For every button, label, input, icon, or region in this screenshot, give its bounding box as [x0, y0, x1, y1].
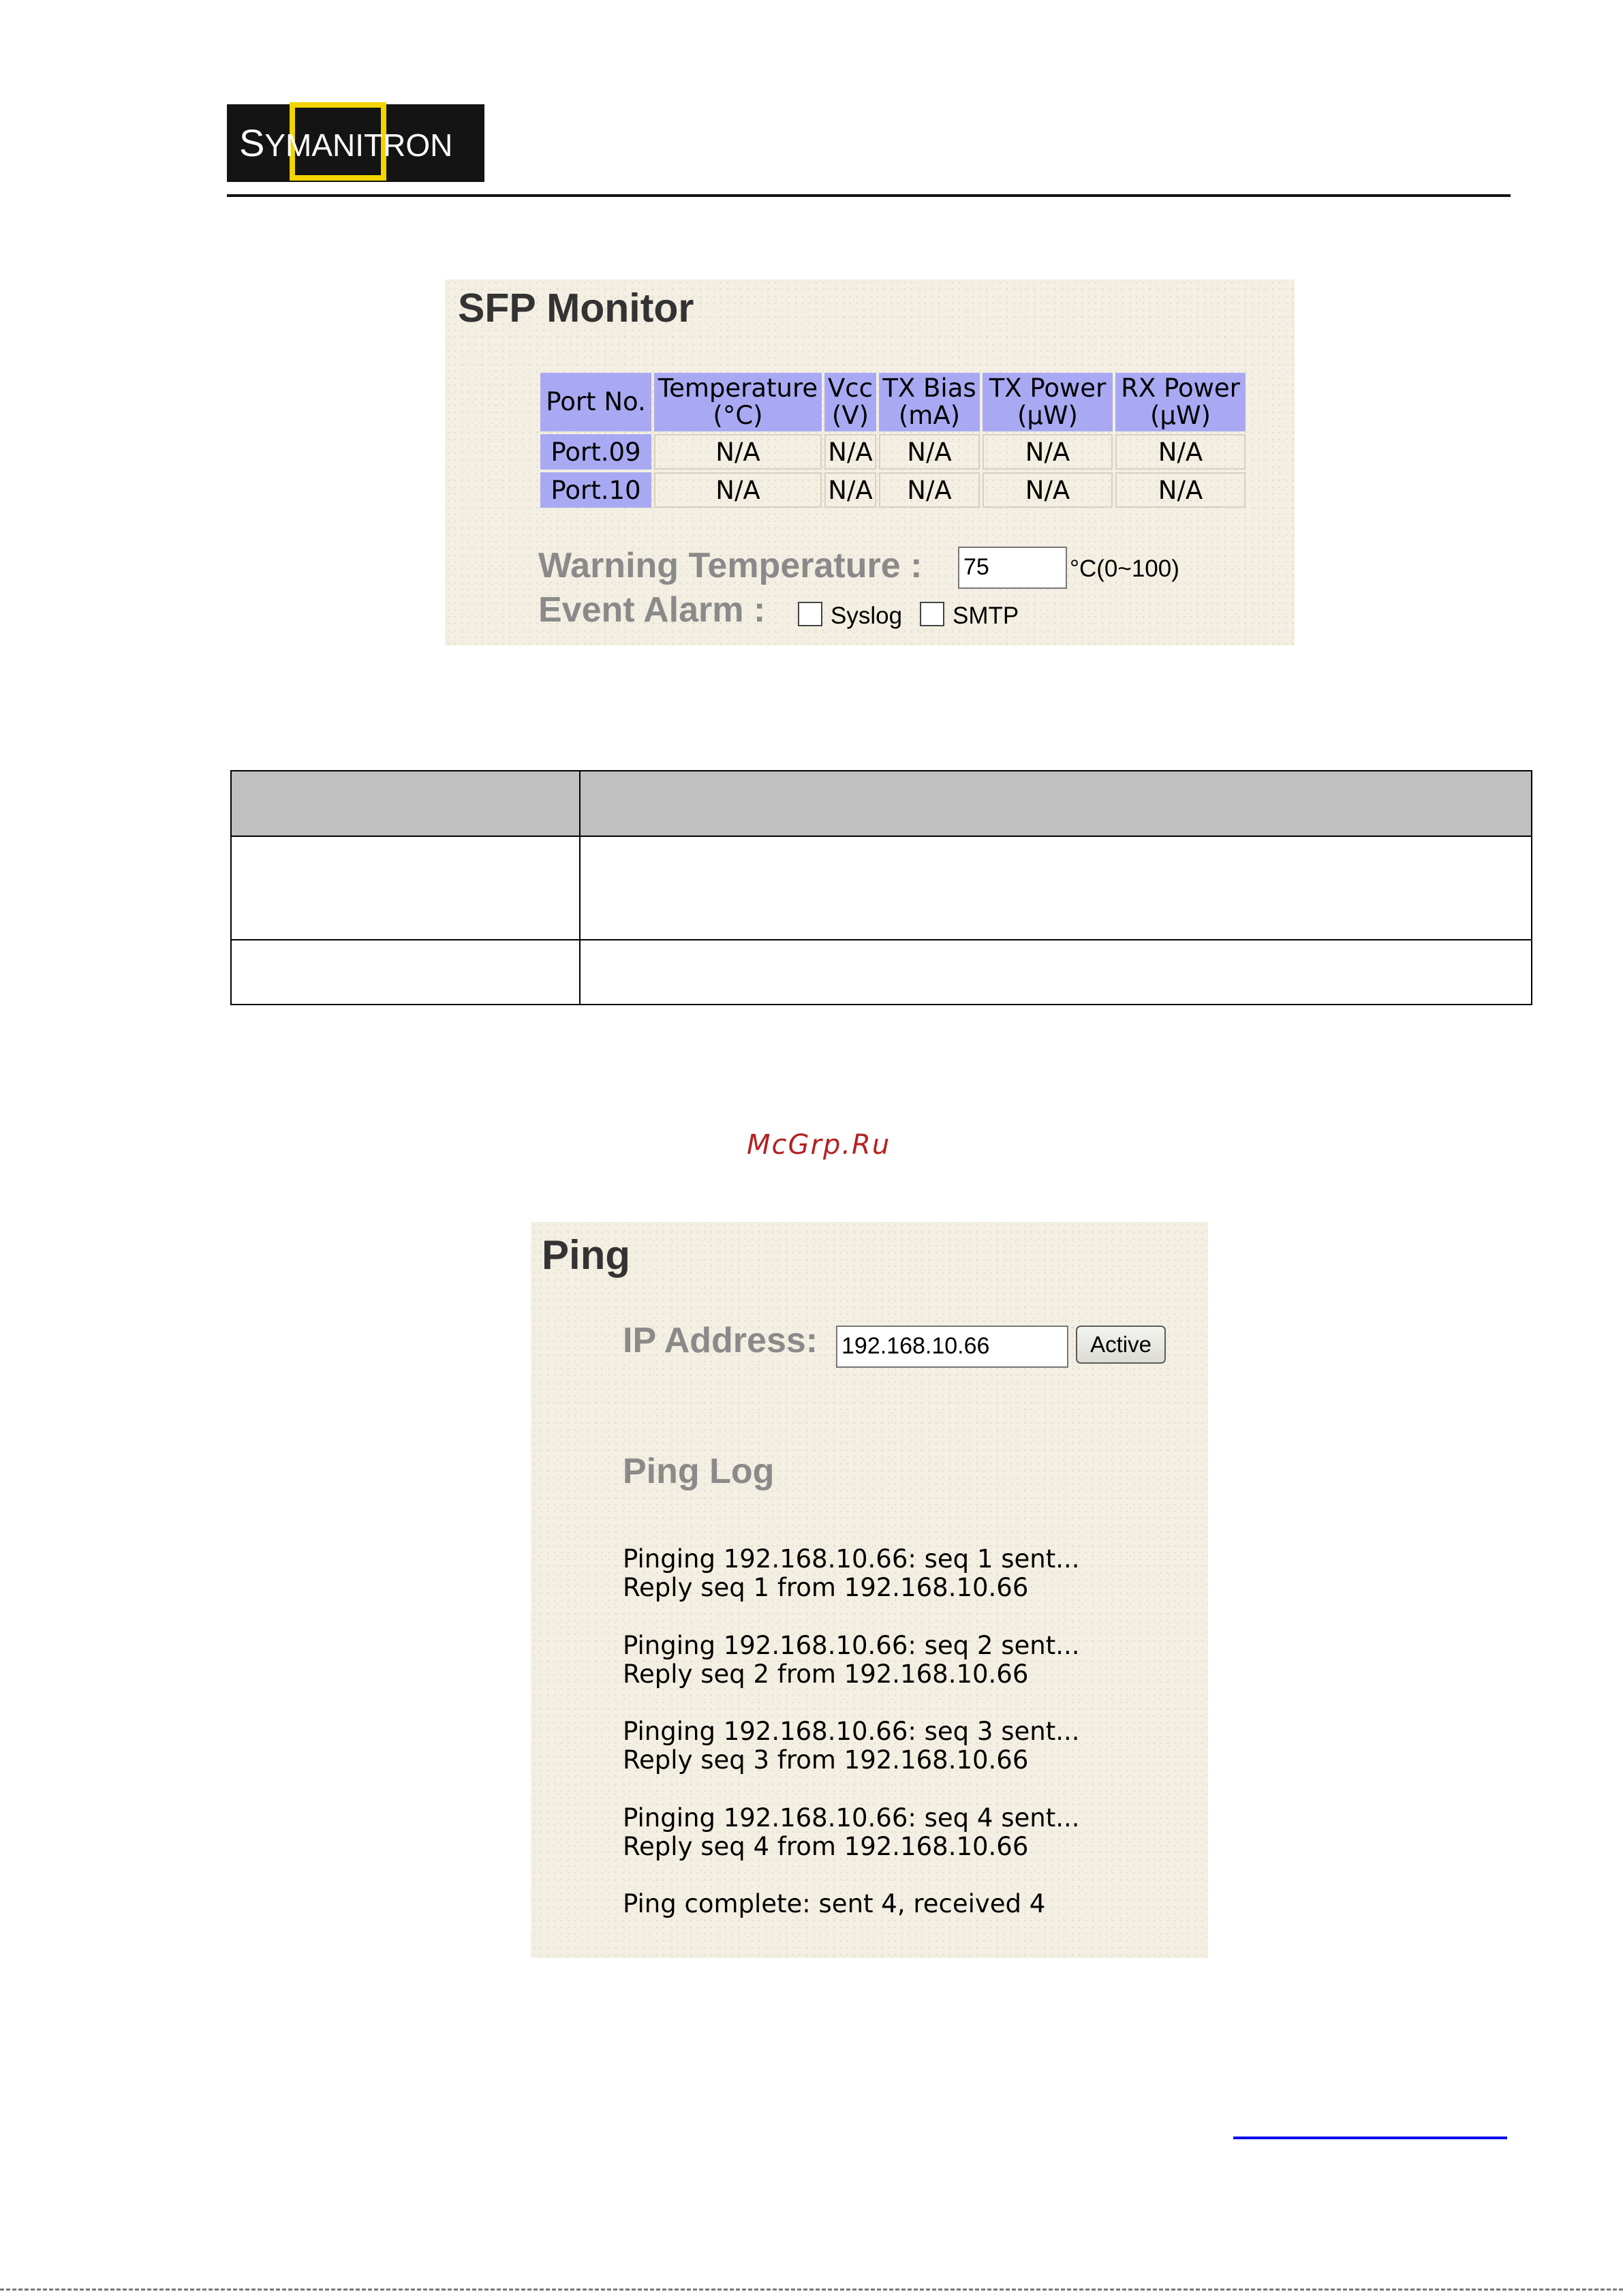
tx-power-cell: N/A — [983, 472, 1113, 508]
ping-log-title: Ping Log — [623, 1452, 775, 1491]
port-cell: Port.10 — [540, 472, 651, 508]
footer-rule — [0, 2289, 1623, 2291]
sfp-monitor-panel — [445, 279, 1295, 645]
table-row — [232, 940, 1531, 1005]
warning-temperature-unit: °C(0~100) — [1070, 555, 1179, 582]
sfp-table-header — [540, 373, 1246, 431]
vcc-cell: N/A — [824, 434, 876, 470]
sfp-monitor-title: SFP Monitor — [458, 286, 694, 331]
log-line: Pinging 192.168.10.66: seq 1 sent... — [623, 1544, 1080, 1574]
tx-bias-cell: N/A — [879, 472, 980, 508]
ping-title: Ping — [542, 1232, 630, 1278]
col-port-no: Port No. — [540, 373, 651, 431]
table-row — [232, 837, 1531, 940]
description-table-header — [232, 771, 1531, 837]
column-divider — [579, 771, 581, 1004]
watermark-text: McGrp.Ru — [747, 1129, 891, 1161]
col-temperature: Temperature (°C) — [654, 373, 822, 431]
log-line: Reply seq 3 from 192.168.10.66 — [623, 1745, 1029, 1775]
log-line: Pinging 192.168.10.66: seq 2 sent... — [623, 1631, 1080, 1660]
temperature-cell: N/A — [654, 472, 822, 508]
vcc-cell: N/A — [824, 472, 876, 508]
sfp-table — [538, 370, 1248, 510]
description-table — [230, 770, 1532, 1005]
col-tx-power: TX Power (µW) — [983, 373, 1113, 431]
syslog-checkbox[interactable] — [798, 602, 822, 626]
temperature-cell: N/A — [654, 434, 822, 470]
active-button[interactable]: Active — [1076, 1326, 1166, 1364]
log-line: Pinging 192.168.10.66: seq 4 sent... — [623, 1803, 1080, 1833]
log-line: Pinging 192.168.10.66: seq 3 sent... — [623, 1717, 1080, 1746]
symanitron-logo — [227, 104, 484, 182]
col-vcc: Vcc (V) — [824, 373, 876, 431]
warning-temperature-label: Warning Temperature : — [538, 546, 923, 585]
event-alarm-label: Event Alarm : — [538, 590, 766, 630]
ip-address-input[interactable]: 192.168.10.66 — [836, 1326, 1068, 1368]
logo-text: SYMANITRON — [239, 121, 453, 164]
rx-power-cell: N/A — [1115, 472, 1246, 508]
log-line: Reply seq 2 from 192.168.10.66 — [623, 1659, 1029, 1689]
tx-bias-cell: N/A — [879, 434, 980, 470]
table-row — [540, 434, 1246, 470]
log-line: Ping complete: sent 4, received 4 — [623, 1889, 1046, 1918]
col-rx-power: RX Power (µW) — [1115, 373, 1246, 431]
syslog-label: Syslog — [831, 602, 903, 629]
ip-address-label: IP Address: — [623, 1321, 818, 1360]
port-cell: Port.09 — [540, 434, 651, 470]
rx-power-cell: N/A — [1115, 434, 1246, 470]
warning-temperature-input[interactable]: 75 — [958, 547, 1067, 589]
log-line: Reply seq 4 from 192.168.10.66 — [623, 1832, 1029, 1861]
footer-link-underline[interactable] — [1233, 2137, 1507, 2139]
smtp-label: SMTP — [953, 602, 1019, 629]
col-tx-bias: TX Bias (mA) — [879, 373, 980, 431]
log-line: Reply seq 1 from 192.168.10.66 — [623, 1573, 1029, 1602]
table-row — [540, 472, 1246, 508]
tx-power-cell: N/A — [983, 434, 1113, 470]
smtp-checkbox[interactable] — [920, 602, 944, 626]
header-rule — [227, 194, 1511, 197]
ping-panel — [531, 1222, 1208, 1958]
